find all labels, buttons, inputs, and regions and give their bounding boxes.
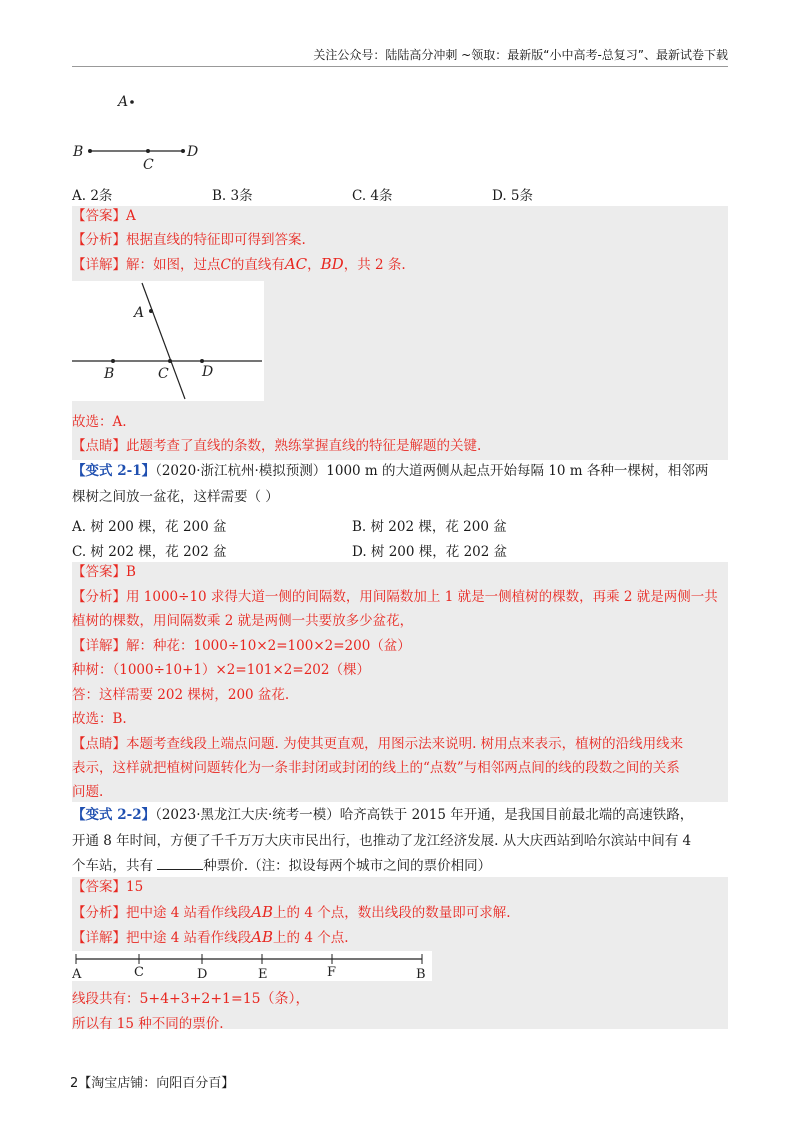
figure-label-d: D (187, 144, 199, 160)
shop-label: 【淘宝店铺：向阳百分百】 (78, 1076, 235, 1091)
v22-analysis-a: 【分析】把中途 4 站看作线段 (72, 905, 252, 921)
q1-detail-end: ，共 2 条. (343, 257, 406, 273)
v22-analysis-b: 上的 4 个点，数出线段的数量即可求解. (273, 905, 511, 921)
v21-tag: 【变式 2-1】 (72, 463, 156, 479)
v22-detail-ab: AB (251, 928, 274, 946)
v21-line1 (72, 462, 708, 480)
point-d (181, 149, 185, 153)
q1-option-d: D. 5条 (492, 188, 534, 204)
v22-detail (72, 928, 349, 947)
v21-choose: 故选：B. (72, 711, 127, 727)
v22-line3-b: 种票价.（注：拟设每两个城市之间的票价相同） (203, 858, 492, 874)
page-footer (70, 1072, 234, 1091)
v21-answer: 【答案】B (72, 564, 136, 580)
v22-line3-a: 个车站，共有 (72, 858, 158, 874)
q1-figure-lines (72, 281, 264, 401)
q1-figure-points (70, 90, 210, 170)
v22-segment-figure (72, 951, 432, 981)
q1-detail-c: C (220, 257, 231, 273)
v21-line1-text: （2020·浙江杭州·模拟预测）1000 m 的大道两侧从起点开始每隔 10 m 各种一棵树，相邻两 (155, 463, 709, 479)
v21-analysis-1: 【分析】用 1000÷10 求得大道一侧的间隔数，用间隔数加上 1 就是一侧植树的棵数，再乘 2 就是两侧一共 (72, 589, 718, 605)
figure-label-c: C (143, 157, 154, 170)
q1-comment: 【点睛】此题考查了直线的条数，熟练掌握直线的特征是解题的关键. (72, 438, 482, 454)
v22-count-formula: 5+4+3+2+1=15（条）， (139, 991, 310, 1007)
lines-point-d (200, 359, 204, 363)
page-header: 关注公众号：陆陆高分冲刺 ~领取：最新版“小中高考-总复习”、最新试卷下载 (313, 48, 728, 62)
v22-line1 (72, 806, 693, 824)
v22-analysis-ab: AB (251, 903, 274, 921)
v22-tag: 【变式 2-2】 (72, 807, 156, 823)
v22-detail-a: 【详解】把中途 4 站看作线段 (72, 930, 252, 946)
q1-option-b: B. 3条 (212, 188, 253, 204)
lines-label-d: D (202, 364, 214, 380)
v21-option-a: A. 树 200 棵，花 200 盆 (72, 519, 227, 535)
q1-detail-prefix: 【详解】解：如图，过点 (72, 257, 221, 273)
v22-answer-blank (157, 857, 203, 870)
v22-answer: 【答案】15 (72, 879, 144, 895)
q1-detail (72, 255, 406, 274)
point-b (88, 149, 92, 153)
figure-label-b: B (73, 144, 84, 160)
header-rule (72, 66, 728, 67)
lines-point-c (168, 359, 172, 363)
v21-option-b: B. 树 202 棵，花 200 盆 (352, 519, 507, 535)
v21-option-c: C. 树 202 棵，花 202 盆 (72, 544, 227, 560)
q1-detail-ac: AC (284, 255, 308, 273)
q1-detail-sep: ， (307, 257, 321, 273)
q1-detail-bd: BD (320, 255, 344, 273)
seg-label-b: B (416, 967, 426, 981)
q1-option-a: A. 2条 (72, 188, 113, 204)
v22-detail-b: 上的 4 个点. (273, 930, 349, 946)
v22-analysis (72, 903, 511, 922)
lines-label-c: C (158, 366, 169, 382)
point-c (146, 149, 150, 153)
seg-label-c: C (134, 965, 144, 980)
q1-analysis: 【分析】根据直线的特征即可得到答案. (72, 232, 306, 248)
v21-comment-2: 表示，这样就把植树问题转化为一条非封闭或封闭的线上的“点数”与相邻两点间的线的段数之间的关系 (72, 760, 680, 776)
v21-comment-1: 【点睛】本题考查线段上端点问题. 为使其更直观，用图示法来说明. 树用点来表示，植树的沿线用线来 (72, 736, 684, 752)
v21-line2: 棵树之间放一盆花，这样需要（ ） (72, 489, 279, 505)
seg-label-a: A (72, 967, 82, 981)
v21-detail-2: 种树：（1000÷10+1）×2=101×2=202（棵） (72, 662, 370, 678)
seg-label-e: E (258, 967, 268, 981)
seg-label-d: D (197, 967, 208, 981)
q1-option-c: C. 4条 (352, 188, 393, 204)
v21-analysis-2: 植树的棵数，用间隔数乘 2 就是两侧一共要放多少盆花， (72, 613, 414, 629)
v22-count-prefix: 线段共有： (72, 991, 140, 1007)
figure-label-a: A (118, 94, 129, 110)
v21-detail-1: 【详解】解：种花：1000÷10×2=100×2=200（盆） (72, 638, 411, 654)
v22-line1-text: （2023·黑龙江大庆·统考一模）哈齐高铁于 2015 年开通，是我国目前最北端的高速铁路， (155, 807, 694, 823)
v21-detail-3: 答：这样需要 202 棵树，200 盆花. (72, 687, 290, 703)
q1-choose: 故选：A. (72, 414, 127, 430)
page-number: 2 (70, 1076, 79, 1091)
v22-conclusion: 所以有 15 种不同的票价. (72, 1016, 224, 1032)
q1-detail-mid: 的直线有 (230, 257, 285, 273)
q1-answer: 【答案】A (72, 208, 136, 224)
v22-line2: 开通 8 年时间，方便了千千万万大庆市民出行，也推动了龙江经济发展. 从大庆西站到哈尔滨站中间有 4 (72, 833, 692, 849)
v21-comment-3: 问题. (72, 784, 104, 800)
seg-label-f: F (327, 965, 337, 980)
v22-line3 (72, 857, 491, 875)
lines-label-b: B (104, 366, 115, 382)
v22-count (72, 990, 310, 1008)
lines-label-a: A (134, 305, 145, 321)
lines-point-b (111, 359, 115, 363)
lines-point-a (149, 309, 153, 313)
point-a (130, 100, 134, 104)
v21-option-d: D. 树 200 棵，花 202 盆 (352, 544, 508, 560)
